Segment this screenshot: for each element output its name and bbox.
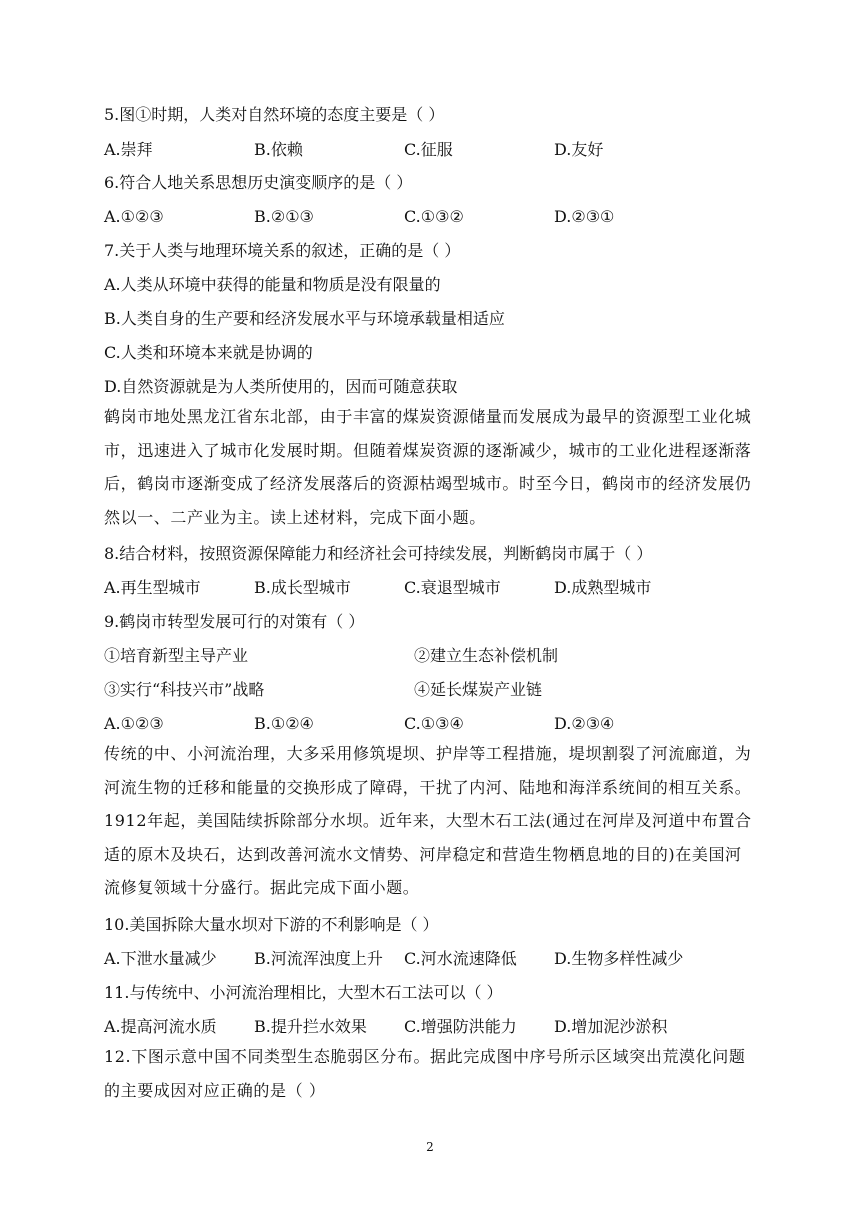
- page-number: 2: [426, 1140, 434, 1154]
- q11-option-d: D.增加泥沙淤积: [554, 1017, 668, 1036]
- q8-option-a: A.再生型城市: [104, 578, 201, 597]
- q5-option-c: C.征服: [404, 140, 453, 159]
- q7-option-b: B.人类自身的生产要和经济发展水平与环境承载量相适应: [104, 309, 505, 328]
- q9-item-1: ①培育新型主导产业: [104, 646, 249, 665]
- question-5-stem: 5.图①时期，人类对自然环境的态度主要是（ ）: [104, 105, 445, 124]
- reading-passage-hegang: 鹤岗市地处黑龙江省东北部，由于丰富的煤炭资源储量而发展成为最早的资源型工业化城市，迅速进入了城市化发展时期。但随着煤炭资源的逐渐减少，城市的工业化进程逐渐落后，鹤岗市逐渐变成了经济发展落后的资源枯竭型城市。时至今日，鹤岗市的经济发展仍然以一、二产业为主。读上述材料，完成下面小题。: [104, 407, 752, 527]
- question-12-stem: 12.下图示意中国不同类型生态脆弱区分布。据此完成图中序号所示区域突出荒漠化问题的主要成因对应正确的是（ ）: [104, 1047, 746, 1100]
- q5-option-d: D.友好: [554, 140, 604, 159]
- q8-option-c: C.衰退型城市: [404, 578, 501, 597]
- q6-option-d: D.②③①: [554, 207, 615, 226]
- q9-option-c: C.①③④: [404, 714, 464, 733]
- q11-option-a: A.提高河流水质: [104, 1017, 217, 1036]
- q7-option-c: C.人类和环境本来就是协调的: [104, 343, 313, 362]
- question-6-stem: 6.符合人地关系思想历史演变顺序的是（ ）: [104, 173, 413, 192]
- q10-option-b: B.河流浑浊度上升: [254, 949, 383, 968]
- q7-option-a: A.人类从环境中获得的能量和物质是没有限量的: [104, 275, 441, 294]
- q8-option-b: B.成长型城市: [254, 578, 351, 597]
- q6-option-a: A.①②③: [104, 207, 164, 226]
- q5-option-b: B.依赖: [254, 140, 303, 159]
- q9-option-a: A.①②③: [104, 714, 164, 733]
- q9-item-4: ④延长煤炭产业链: [414, 680, 543, 699]
- q11-option-c: C.增强防洪能力: [404, 1017, 517, 1036]
- q10-option-d: D.生物多样性减少: [554, 949, 684, 968]
- q6-option-b: B.②①③: [254, 207, 314, 226]
- q8-option-d: D.成熟型城市: [554, 578, 652, 597]
- q10-option-a: A.下泄水量减少: [104, 949, 217, 968]
- question-7-stem: 7.关于人类与地理环境关系的叙述，正确的是（ ）: [104, 241, 461, 260]
- question-9-stem: 9.鹤岗市转型发展可行的对策有（ ）: [104, 612, 365, 631]
- q5-option-a: A.崇拜: [104, 140, 153, 159]
- q9-option-d: D.②③④: [554, 714, 615, 733]
- q9-item-2: ②建立生态补偿机制: [414, 646, 559, 665]
- question-11-stem: 11.与传统中、小河流治理相比，大型木石工法可以（ ）: [104, 983, 503, 1002]
- question-8-stem: 8.结合材料，按照资源保障能力和经济社会可持续发展，判断鹤岗市属于（ ）: [104, 544, 653, 563]
- q11-option-b: B.提升拦水效果: [254, 1017, 367, 1036]
- q7-option-d: D.自然资源就是为人类所使用的，因而可随意获取: [104, 377, 458, 396]
- q9-option-b: B.①②④: [254, 714, 314, 733]
- q9-item-3: ③实行“科技兴市”战略: [104, 680, 265, 699]
- q10-option-c: C.河水流速降低: [404, 949, 517, 968]
- reading-passage-river: 传统的中、小河流治理，大多采用修筑堤坝、护岸等工程措施，堤坝割裂了河流廊道，为河流生物的迁移和能量的交换形成了障碍，干扰了内河、陆地和海洋系统间的相互关系。1912年起，美国陆续拆除部分水坝。近年来，大型木石工法(通过在河岸及河道中布置合适的原木及块石，达到改善河流水文情势、河岸稳定和营造生物栖息地的目的)在美国河流修复领域十分盛行。据此完成下面小题。: [104, 744, 752, 897]
- q6-option-c: C.①③②: [404, 207, 464, 226]
- question-10-stem: 10.美国拆除大量水坝对下游的不利影响是（ ）: [104, 915, 439, 934]
